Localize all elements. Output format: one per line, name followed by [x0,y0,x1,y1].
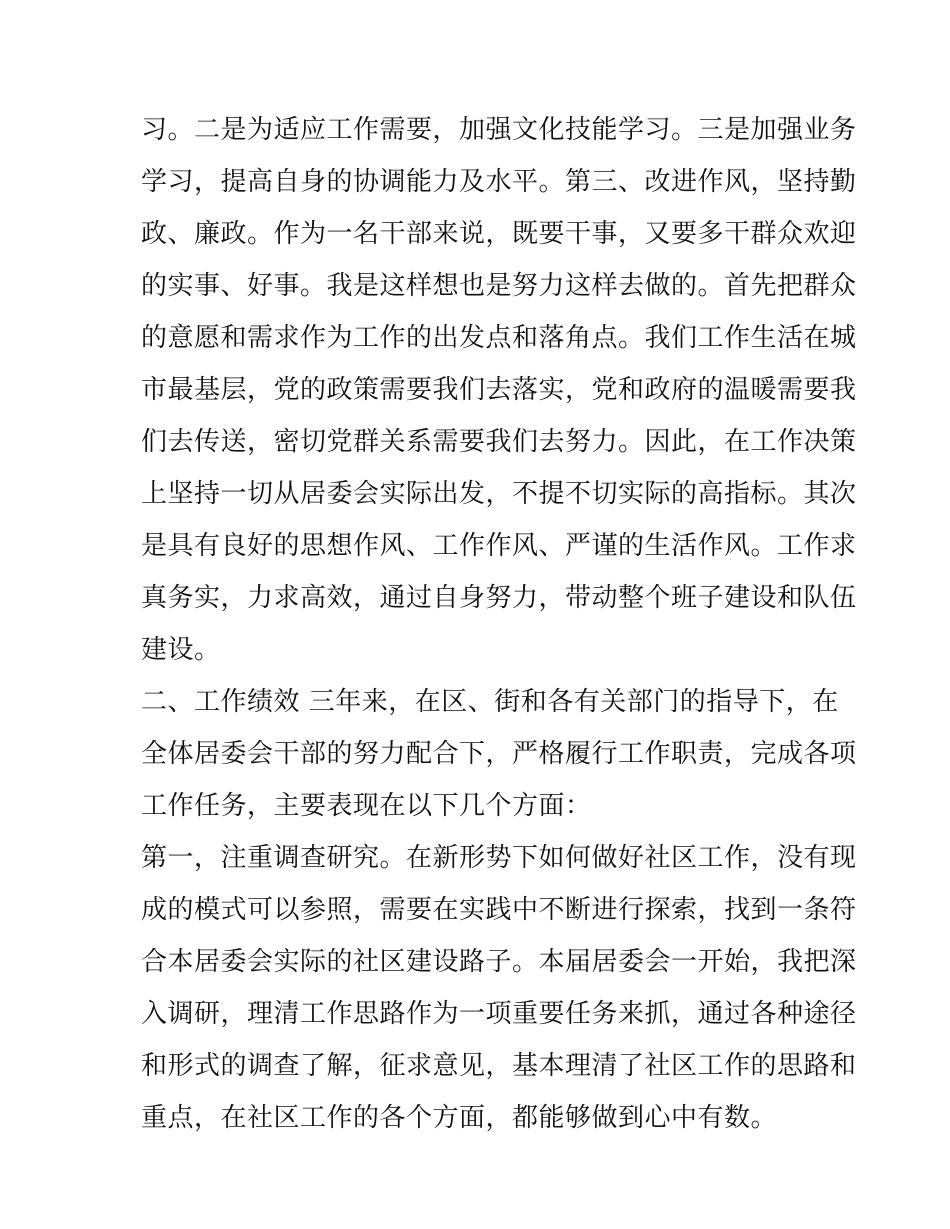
text-line: 的意愿和需求作为工作的出发点和落角点。我们工作生活在城 [141,323,857,353]
text-line: 合本居委会实际的社区建设路子。本届居委会一开始，我把深 [141,947,857,977]
section-heading-line: 二、工作绩效 三年来，在区、街和各有关部门的指导下，在 [141,687,839,717]
text-line: 真务实，力求高效，通过自身努力，带动整个班子建设和队伍 [141,583,857,613]
text-line: 学习，提高自身的协调能力及水平。第三、改进作风，坚持勤 [141,167,857,197]
body-text [141,104,857,1144]
text-line: 入调研，理清工作思路作为一项重要任务来抓，通过各种途径 [141,999,857,1029]
text-line: 和形式的调查了解，征求意见，基本理清了社区工作的思路和 [141,1051,857,1081]
text-line: 的实事、好事。我是这样想也是努力这样去做的。首先把群众 [141,271,857,301]
text-line: 习。二是为适应工作需要，加强文化技能学习。三是加强业务 [141,115,857,145]
text-line: 工作任务，主要表现在以下几个方面： [141,791,592,821]
text-line: 市最基层，党的政策需要我们去落实，党和政府的温暖需要我 [141,375,857,405]
text-line: 重点，在社区工作的各个方面，都能够做到心中有数。 [141,1103,778,1133]
text-line: 第一，注重调查研究。在新形势下如何做好社区工作，没有现 [141,843,857,873]
text-line: 上坚持一切从居委会实际出发，不提不切实际的高指标。其次 [141,479,857,509]
text-line: 建设。 [141,635,221,665]
text-line: 政、廉政。作为一名干部来说，既要干事，又要多干群众欢迎 [141,219,857,249]
text-line: 全体居委会干部的努力配合下，严格履行工作职责，完成各项 [141,739,857,769]
text-line: 是具有良好的思想作风、工作作风、严谨的生活作风。工作求 [141,531,857,561]
text-line: 们去传送，密切党群关系需要我们去努力。因此，在工作决策 [141,427,857,457]
text-line: 成的模式可以参照，需要在实践中不断进行探索，找到一条符 [141,895,857,925]
